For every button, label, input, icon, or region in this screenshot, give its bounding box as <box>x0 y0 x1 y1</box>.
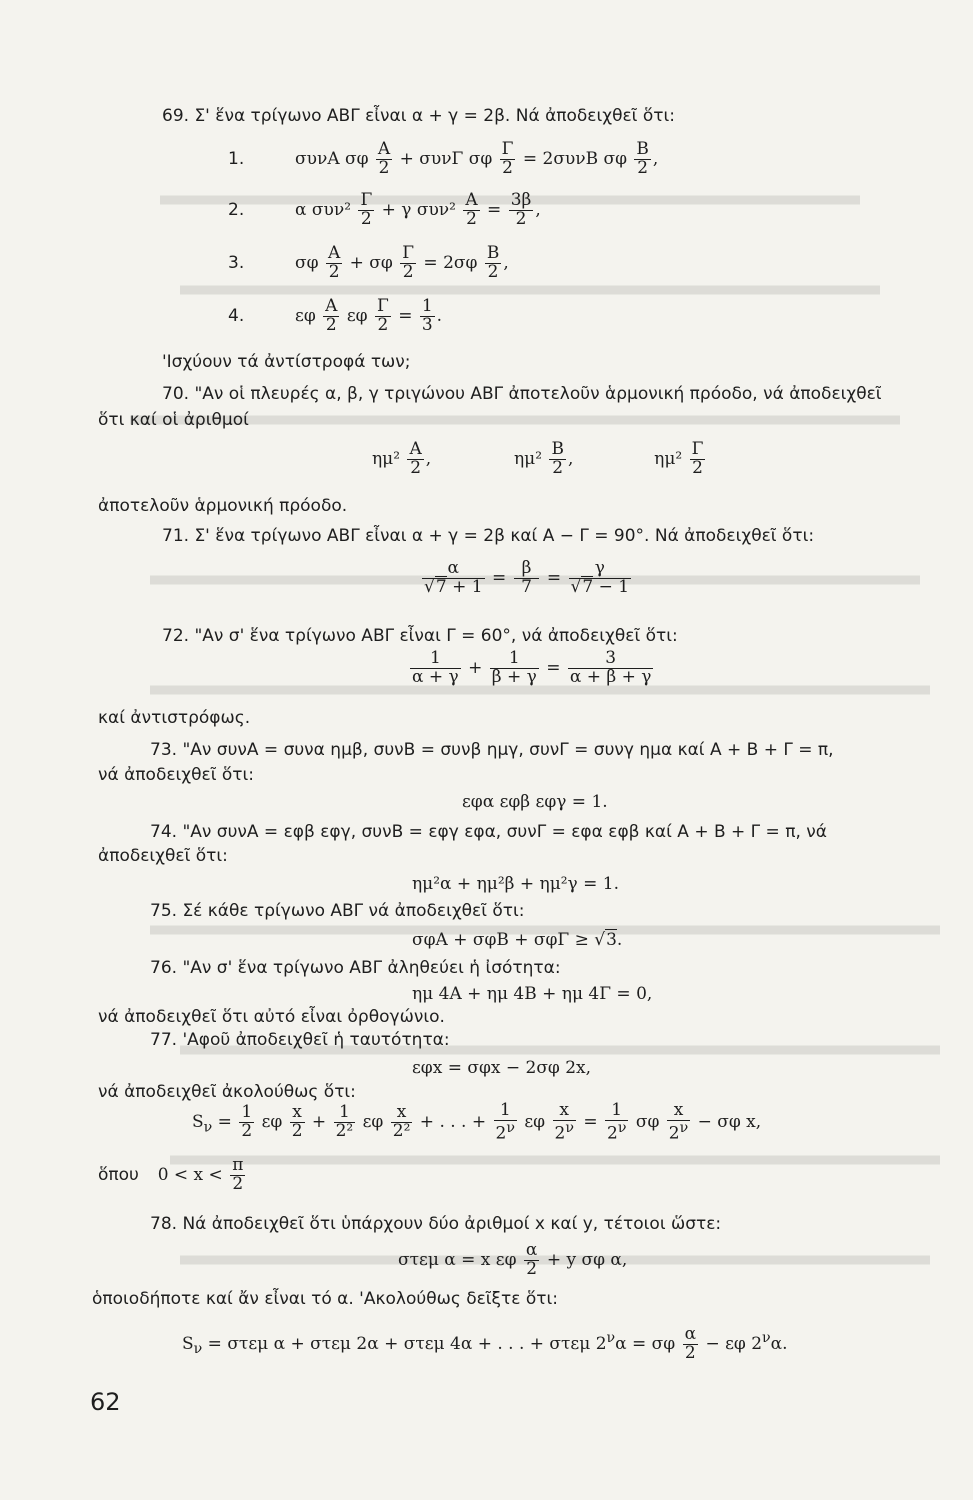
problem-77-range: ὅπου 0 < x < $\frac{\pi}{2}$ <box>98 1155 244 1194</box>
problem-69-converse: 'Ισχύουν τά ἀντίστροφά των; <box>162 352 411 372</box>
problem-76-statement: 76. "Αν σ' ἕνα τρίγωνο ΑΒΓ ἀληθεύει ἡ ἰσότητα: <box>150 958 561 978</box>
problem-75-statement: 75. Σέ κάθε τρίγωνο ΑΒΓ νά ἀποδειχθεῖ ὅτι: <box>150 901 525 921</box>
problem-72-statement: 72. "Αν σ' ἕνα τρίγωνο ΑΒΓ εἶναι Γ = 60°, νά ἀποδειχθεῖ ὅτι: <box>162 626 678 646</box>
problem-69-item-2: 2. α συν² $\frac{\Gamma}{2}$ + γ συν² $\frac{A}{2}$ = $\frac{3\beta}{2}$ , <box>228 190 541 229</box>
problem-72-formula: $\frac{1}{\alpha + \gamma}$ + $\frac{1}{\beta + \gamma}$ = $\frac{3}{\alpha + \beta + \gamma}$ <box>412 648 652 687</box>
problem-77-statement: 77. 'Αφοῦ ἀποδειχθεῖ ἡ ταυτότητα: <box>150 1030 450 1050</box>
problem-77-identity: εφx = σφx − 2σφ 2x, <box>412 1058 592 1078</box>
page-number: 62 <box>90 1388 121 1416</box>
problem-78-line-3: ὁποιοδήποτε καί ἄν εἶναι τό α. 'Ακολούθως δεῖξτε ὅτι: <box>92 1289 558 1309</box>
problem-75-formula: σφΑ + σφΒ + σφΓ ≥ √3. <box>412 930 623 950</box>
problem-78-statement: 78. Νά ἀποδειχθεῖ ὅτι ὑπάρχουν δύο ἀριθμοί x καί y, τέτοιοι ὥστε: <box>150 1214 722 1234</box>
problem-71-formula: $\frac{\alpha}{√7 + 1}$ = $\frac{\beta}{7}$ = $\frac{\gamma}{√7 - 1}$ <box>424 558 630 597</box>
problem-71-statement: 71. Σ' ἕνα τρίγωνο ΑΒΓ εἶναι α + γ = 2β καί Α − Γ = 90°. Νά ἀποδειχθεῖ ὅτι: <box>162 526 815 546</box>
problem-76-formula: ημ 4Α + ημ 4Β + ημ 4Γ = 0, <box>412 984 653 1004</box>
problem-77-line-3: νά ἀποδειχθεῖ ἀκολούθως ὅτι: <box>98 1082 356 1102</box>
problem-73-formula: εφα εφβ εφγ = 1. <box>462 792 608 812</box>
problem-70-line-2: ὅτι καί οἱ ἀριθμοί <box>98 410 249 430</box>
problem-74-formula: ημ²α + ημ²β + ημ²γ = 1. <box>412 874 619 894</box>
problem-73-line-1: 73. "Αν συνΑ = συνα ημβ, συνΒ = συνβ ημγ, συνΓ = συνγ ημα καί Α + Β + Γ = π, <box>150 740 834 760</box>
problem-77-sum-formula: $S_\nu$ = $\frac{1}{2}$ εφ $\frac{x}{2}$ + $\frac{1}{\text{2²}}$ εφ $\frac{x}{\text{2²}}$ + . . . + $\frac{1}{2^\nu}$ εφ $\frac{x}{2^\nu}$ = $\frac{1}{2^\nu}$ σφ $\frac{x}{2^\nu}$ − σφ x, <box>192 1100 762 1144</box>
problem-70-line-1: 70. "Αν οἱ πλευρές α, β, γ τριγώνου ΑΒΓ ἀποτελοῦν ἁρμονική πρόοδο, νά ἀποδειχθεῖ <box>162 384 882 404</box>
problem-72-converse: καί ἀντιστρόφως. <box>98 708 251 728</box>
problem-70-formula: ημ² $\frac{A}{2}$ , ημ² $\frac{B}{2}$ , ημ² $\frac{\Gamma}{2}$ <box>372 439 704 478</box>
problem-76-line-3: νά ἀποδειχθεῖ ὅτι αὐτό εἶναι ὀρθογώνιο. <box>98 1007 445 1027</box>
problem-69-statement: 69. Σ' ἕνα τρίγωνο ΑΒΓ εἶναι α + γ = 2β. Νά ἀποδειχθεῖ ὅτι: <box>162 106 675 126</box>
problem-69-item-3: 3. σφ $\frac{A}{2}$ + σφ $\frac{\Gamma}{2}$ = 2σφ $\frac{B}{2}$ , <box>228 243 509 282</box>
problem-74-line-1: 74. "Αν συνΑ = εφβ εφγ, συνΒ = εφγ εφα, συνΓ = εφα εφβ καί Α + Β + Γ = π, νά <box>150 822 827 842</box>
problem-78-sum-formula: $S_\nu = \sigma\tau\varepsilon\mu$ α + στεμ 2α + στεμ 4α + . . . + στεμ $2^\nu\alpha = \sigma\varphi$ $\frac{\alpha}{2}$ − εφ $2^\nu\alpha$. <box>182 1324 788 1363</box>
problem-70-line-3: ἀποτελοῦν ἁρμονική πρόοδο. <box>98 496 348 516</box>
problem-74-line-2: ἀποδειχθεῖ ὅτι: <box>98 846 228 866</box>
problem-69-item-1: 1. συνΑ σφ $\frac{A}{2}$ + συνΓ σφ $\frac{\Gamma}{2}$ = 2συνΒ σφ $\frac{B}{2}$ , <box>228 139 659 178</box>
problem-73-line-2: νά ἀποδειχθεῖ ὅτι: <box>98 765 254 785</box>
problem-78-formula: στεμ α = x εφ $\frac{\alpha}{2}$ + y σφ α, <box>398 1240 628 1279</box>
problem-69-item-4: 4. εφ $\frac{A}{2}$ εφ $\frac{\Gamma}{2}$ = $\frac{1}{3}$ . <box>228 296 443 335</box>
